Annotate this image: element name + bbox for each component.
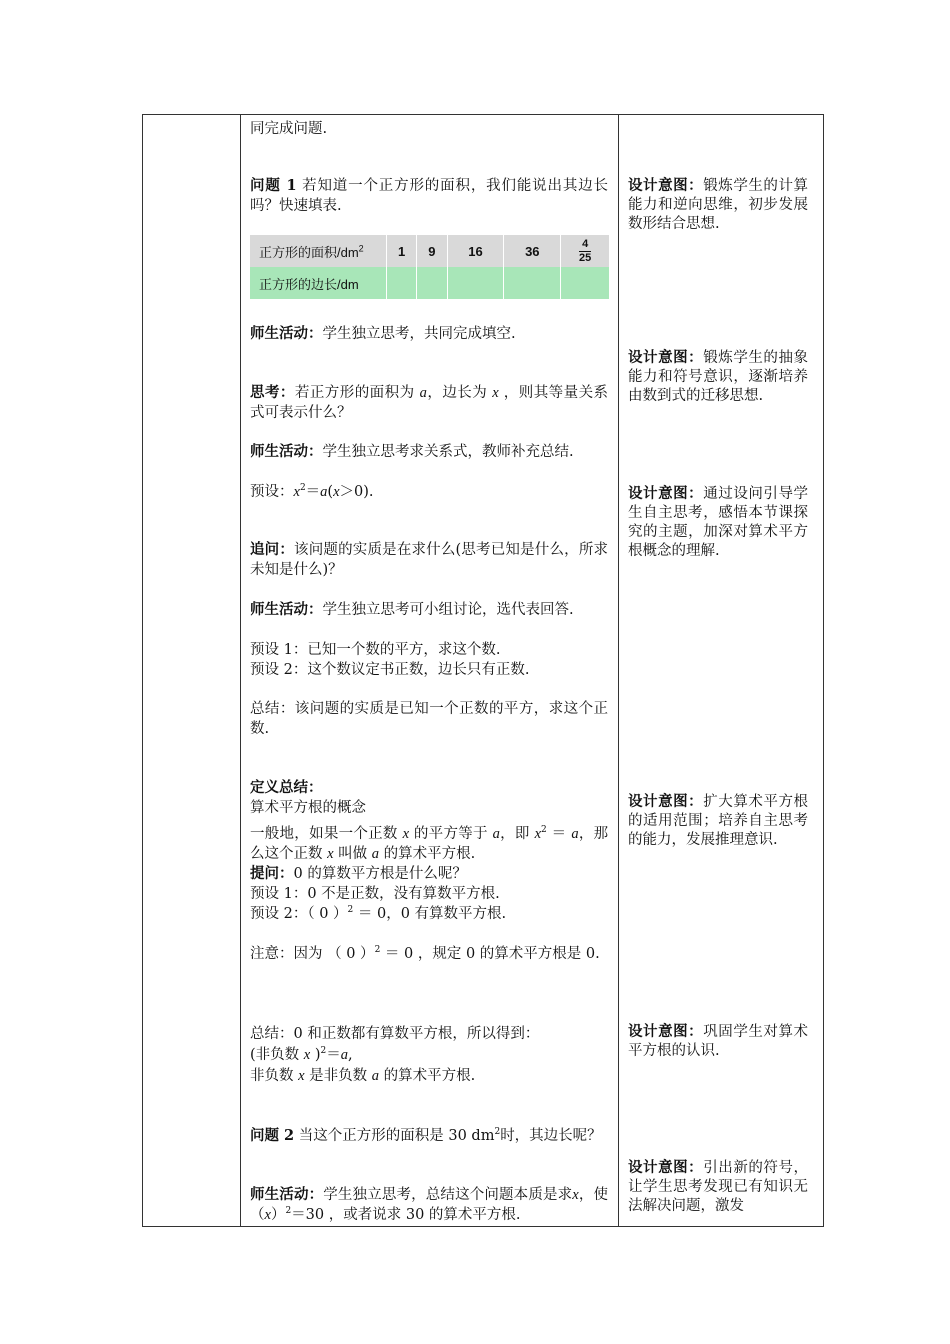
table-cell-fraction: $\frac{4}{25}$ bbox=[561, 235, 610, 267]
follow-up-question: 追问：该问题的实质是在求什么(思考已知是什么，所求未知是什么)？ bbox=[250, 541, 609, 578]
summary-1: 总结：该问题的实质是已知一个正数的平方，求这个正数. bbox=[250, 701, 608, 737]
definition-title: 算术平方根的概念 bbox=[250, 800, 366, 816]
design-intent-4: 设计意图：扩大算术平方根的适用范围；培养自主思考的能力，发展推理意识. bbox=[628, 793, 809, 848]
table-cell-empty bbox=[504, 267, 561, 299]
table-row-side-label: 正方形的边长/dm bbox=[250, 267, 387, 299]
lesson-table bbox=[142, 114, 824, 1227]
think-prompt: 思考：若正方形的面积为 a，边长为 x ，则其等量关系式可表示什么？ bbox=[250, 384, 609, 421]
question-zero: 提问：0 的算数平方根是什么呢？ bbox=[250, 865, 467, 882]
definition-label: 定义总结： bbox=[250, 779, 323, 796]
question-1-label: 问题 1 bbox=[250, 177, 297, 194]
note: 注意：因为 （ 0 ）$^2$ ＝ 0 ，规定 0 的算术平方根是 0. bbox=[250, 945, 600, 962]
summary-2-line-3: 非负数 x 是非负数 a 的算术平方根. bbox=[250, 1068, 476, 1084]
zero-preset-1: 预设 1：0 不是正数，没有算数平方根. bbox=[250, 886, 500, 902]
table-row-area-label: 正方形的面积$/dm^2$ bbox=[250, 235, 387, 267]
preset-formula: 预设：$x^2=a(x>0)$. bbox=[250, 483, 374, 500]
activity-1: 师生活动：学生独立思考，共同完成填空. bbox=[250, 325, 516, 342]
design-intent-3: 设计意图：通过设问引导学生自主思考，感悟本节课探究的主题，加深对算术平方根概念的理解. bbox=[628, 485, 809, 559]
table-cell-empty bbox=[417, 267, 447, 299]
column-divider-left bbox=[240, 115, 241, 1226]
design-intent-1: 设计意图：锻炼学生的计算能力和逆向思维，初步发展数形结合思想. bbox=[628, 177, 809, 232]
table-cell-empty bbox=[447, 267, 504, 299]
design-intent-6: 设计意图：引出新的符号，让学生思考发现已有知识无法解决问题，激发 bbox=[628, 1159, 809, 1214]
activity-3: 师生活动：学生独立思考可小组讨论，选代表回答. bbox=[250, 601, 574, 618]
question-2: 问题 2 当这个正方形的面积是 30 $dm^2$时，其边长呢？ bbox=[250, 1127, 602, 1144]
activity-3-preset-1: 预设 1：已知一个数的平方，求这个数. bbox=[250, 642, 501, 658]
summary-2-formula: (非负数 x )$^2$＝a, bbox=[250, 1046, 353, 1063]
question-1 bbox=[250, 176, 608, 216]
square-table bbox=[250, 235, 610, 299]
design-intent-2: 设计意图：锻炼学生的抽象能力和符号意识，逐渐培养由数到式的迁移思想. bbox=[628, 349, 809, 404]
table-cell-empty bbox=[387, 267, 417, 299]
column-divider-right bbox=[618, 115, 619, 1226]
question-1-text: 若知道一个正方形的面积，我们能说出其边长吗？快速填表. bbox=[250, 178, 609, 214]
table-cell: 9 bbox=[417, 235, 447, 267]
table-cell: 36 bbox=[504, 235, 561, 267]
activity-4: 师生活动：学生独立思考，总结这个问题本质是求x，使 $(x)^2=30$ ，或者说求 30 的算术平方根. bbox=[250, 1186, 609, 1223]
table-cell-empty bbox=[561, 267, 610, 299]
zero-preset-2: 预设 2：（ 0 ）$^2$ ＝ 0，0 有算数平方根. bbox=[250, 905, 507, 922]
definition-text: 一般地，如果一个正数 x 的平方等于 a，即 $x^2 = a$，那么这个正数 x 叫做 a 的算术平方根. bbox=[250, 825, 609, 862]
design-intent-5: 设计意图：巩固学生对算术平方根的认识. bbox=[628, 1023, 809, 1059]
activity-3-preset-2: 预设 2：这个数议定书正数，边长只有正数. bbox=[250, 662, 530, 678]
table-row bbox=[250, 235, 610, 267]
table-row bbox=[250, 267, 610, 299]
table-cell: 16 bbox=[447, 235, 504, 267]
summary-2-line-1: 总结：0 和正数都有算数平方根，所以得到： bbox=[250, 1026, 540, 1042]
table-cell: 1 bbox=[387, 235, 417, 267]
carry-over-text: 同完成问题. bbox=[250, 121, 328, 137]
activity-2: 师生活动：学生独立思考求关系式，教师补充总结. bbox=[250, 443, 574, 460]
